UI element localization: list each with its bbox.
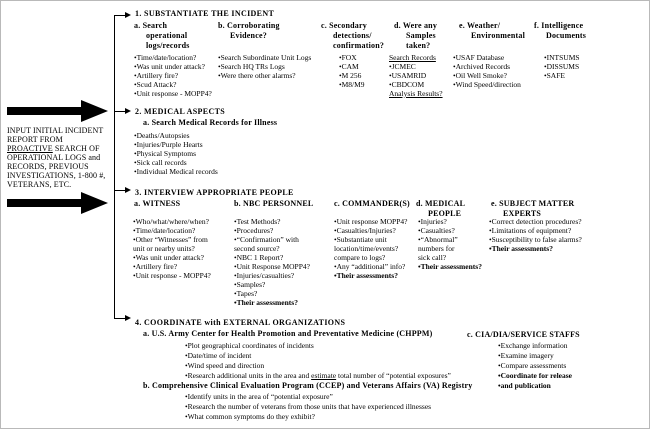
list-item: •JCMEC <box>389 62 416 71</box>
s3-col-d-header <box>416 199 465 219</box>
connector-vertical-line <box>114 15 115 319</box>
s3-col-e-items <box>489 217 582 253</box>
list-item: •Deaths/Autopsies <box>134 131 190 140</box>
s1-col-d-header <box>394 21 437 51</box>
list-item: •Injuries? <box>418 217 447 226</box>
list-item: •Substantiate unit <box>334 235 387 244</box>
header-line: c. COMMANDER(S) <box>334 199 410 208</box>
list-item: •Search HQ TRs Logs <box>218 62 285 71</box>
s3-col-b-header <box>234 199 313 209</box>
header-line: Documents <box>546 31 587 40</box>
header-line: confirmation? <box>333 41 385 50</box>
connector-branch-line <box>114 111 125 112</box>
list-item: •Their assessments? <box>418 262 482 271</box>
s4-c-header: c. CIA/DIA/SERVICE STAFFS <box>467 330 580 339</box>
list-item: •NBC 1 Report? <box>234 253 284 262</box>
s4-b-items <box>185 392 431 422</box>
header-line: Evidence? <box>230 31 267 40</box>
list-item: •Scud Attack? <box>134 80 177 89</box>
list-item: •“Abnormal” <box>418 235 458 244</box>
list-item: sick call? <box>418 253 447 262</box>
s1-col-c-header <box>321 21 384 51</box>
header-line: c. Secondary <box>321 21 367 30</box>
s1-col-e-header <box>459 21 525 41</box>
list-item: •Physical Symptoms <box>134 149 197 158</box>
input-note-line: OPERATIONAL LOGS and <box>7 153 101 162</box>
header-line: EXPERTS <box>503 209 542 218</box>
list-item: compare to logs? <box>334 253 386 262</box>
list-item: •Identify units in the area of “potential exposure” <box>185 392 333 401</box>
header-line: e. Weather/ <box>459 21 501 30</box>
list-item: •Research the number of veterans from those units that have experienced illnesses <box>185 402 432 411</box>
s1-col-b-items <box>218 53 311 80</box>
list-item: •Examine imagery <box>498 351 554 360</box>
s3-col-b-items <box>234 217 310 307</box>
header-line: operational <box>146 31 188 40</box>
s4-c-items <box>498 341 572 391</box>
list-item: •M 256 <box>339 71 362 80</box>
input-note-line <box>7 144 105 153</box>
s3-col-d-items <box>418 217 482 271</box>
list-item: •Time/date/location? <box>134 53 197 62</box>
list-item: •Archived Records <box>453 62 510 71</box>
connector-branch-line <box>114 15 125 16</box>
list-item: •Unit response MOPP4? <box>334 217 408 226</box>
list-item: •Injuries/Purple Hearts <box>134 140 203 149</box>
section-1-title: 1. SUBSTANTIATE THE INCIDENT <box>135 9 275 18</box>
list-item: •Was unit under attack? <box>134 62 205 71</box>
list-item: •Wind speed and direction <box>185 361 265 370</box>
list-item: •Correct detection procedures? <box>489 217 582 226</box>
list-item: •Susceptibility to false alarms? <box>489 235 582 244</box>
research-text-underlined: estimate <box>311 371 337 380</box>
list-item: •Casualties/Injuries? <box>334 226 396 235</box>
s3-col-c-header <box>334 199 410 209</box>
connector-branch-line <box>114 318 125 319</box>
s1-col-f-header <box>534 21 586 41</box>
list-item: •Their assessments? <box>234 298 298 307</box>
header-line: Samples <box>406 31 436 40</box>
s1-col-c-items <box>339 53 365 89</box>
s4-a-research-line <box>185 371 451 380</box>
header-line: PEOPLE <box>428 209 462 218</box>
s1-col-a-items <box>134 53 212 98</box>
list-item: •What common symptoms do they exhibit? <box>185 412 315 421</box>
header-line: e. SUBJECT MATTER <box>491 199 575 208</box>
list-item: •Samples? <box>234 280 266 289</box>
list-item: Analysis Results? <box>389 89 443 98</box>
header-line: taken? <box>406 41 431 50</box>
list-item: •Plot geographical coordinates of incidents <box>185 341 314 350</box>
list-item: •M8/M9 <box>339 80 365 89</box>
list-item: •Compare assessments <box>498 361 567 370</box>
section-2-title: 2. MEDICAL ASPECTS <box>135 107 226 116</box>
header-line: b. NBC PERSONNEL <box>234 199 314 208</box>
list-item: •Who/what/where/when? <box>133 217 209 226</box>
list-item: •Was unit under attack? <box>133 253 204 262</box>
list-item: •Date/time of incident <box>185 351 252 360</box>
header-line: Environmental <box>471 31 526 40</box>
list-item: •Oil Well Smoke? <box>453 71 507 80</box>
header-line: b. Corroborating <box>218 21 280 30</box>
list-item: Search Records <box>389 53 436 62</box>
list-item: •INTSUMS <box>544 53 580 62</box>
s3-col-e-header <box>491 199 574 219</box>
s2-items <box>134 131 218 176</box>
header-line: d. Were any <box>394 21 438 30</box>
connector-branch-line <box>114 190 125 191</box>
s3-col-a-items <box>133 217 211 280</box>
input-note-underlined: PROACTIVE <box>7 144 53 153</box>
header-line: a. Search <box>134 21 168 30</box>
input-note-line: REPORT FROM <box>7 135 63 144</box>
s1-col-d-items <box>389 53 443 98</box>
branch-arrowhead-icon <box>125 187 131 193</box>
list-item: •SAFE <box>544 71 565 80</box>
list-item: •Other “Witnesses” from <box>133 235 208 244</box>
list-item: second source? <box>234 244 280 253</box>
header-line: detections/ <box>333 31 372 40</box>
s3-col-c-items <box>334 217 407 280</box>
list-item: •Injuries/casualties? <box>234 271 295 280</box>
branch-arrowhead-icon <box>125 315 131 321</box>
list-item: •Exchange information <box>498 341 568 350</box>
s1-col-f-items <box>544 53 580 80</box>
header-line: d. MEDICAL <box>416 199 466 208</box>
header-line: a. WITNESS <box>134 199 181 208</box>
s1-col-e-items <box>453 53 521 89</box>
list-item: numbers for <box>418 244 455 253</box>
input-note-line-rest: SEARCH OF <box>52 144 100 153</box>
research-text-post: total number of “potential exposures” <box>336 371 451 380</box>
s4-b-header: b. Comprehensive Clinical Evaluation Program (CCEP) and Veterans Affairs (VA) Registry <box>143 381 473 390</box>
input-note <box>7 126 105 189</box>
list-item: •Artillery fire? <box>133 262 178 271</box>
list-item: •Were there other alarms? <box>218 71 296 80</box>
list-item: •USAMRID <box>389 71 427 80</box>
list-item: •FOX <box>339 53 357 62</box>
header-line: logs/records <box>146 41 190 50</box>
section-3-title: 3. INTERVIEW APPROPRIATE PEOPLE <box>135 188 294 197</box>
list-item: •Their assessments? <box>489 244 553 253</box>
list-item: •Sick call records <box>134 158 187 167</box>
s2-subtitle: a. Search Medical Records for Illness <box>143 118 278 127</box>
list-item: •Any “additional” info? <box>334 262 406 271</box>
list-item: •Wind Speed/direction <box>453 80 521 89</box>
s4-a-items <box>185 341 314 371</box>
list-item: •DISSUMS <box>544 62 580 71</box>
s4-a-header: a. U.S. Army Center for Health Promotion and Preventative Medicine (CHPPM) <box>143 329 433 338</box>
list-item: location/time/events? <box>334 244 399 253</box>
branch-arrowhead-icon <box>125 12 131 18</box>
list-item: •Artillery fire? <box>134 71 179 80</box>
section-4-title: 4. COORDINATE with EXTERNAL ORGANIZATIONS <box>135 318 346 327</box>
right-arrow-icon <box>7 100 109 122</box>
list-item: •“Confirmation” with <box>234 235 299 244</box>
list-item: •Time/date/location? <box>133 226 196 235</box>
list-item: •CAM <box>339 62 359 71</box>
list-item: •Tapes? <box>234 289 258 298</box>
list-item: •Procedures? <box>234 226 274 235</box>
list-item: •Coordinate for release <box>498 371 572 380</box>
list-item: •Casualties? <box>418 226 455 235</box>
input-note-line: INVESTIGATIONS, 1-800 #, <box>7 171 106 180</box>
s1-col-b-header <box>218 21 280 41</box>
list-item: •CBDCOM <box>389 80 425 89</box>
right-arrow-icon <box>7 192 109 214</box>
header-line: f. Intelligence <box>534 21 584 30</box>
input-note-line: VETERANS, ETC. <box>7 180 72 189</box>
list-item: •and publication <box>498 381 551 390</box>
list-item: unit or nearby units? <box>133 244 195 253</box>
list-item: •Search Subordinate Unit Logs <box>218 53 312 62</box>
list-item: •Individual Medical records <box>134 167 218 176</box>
research-text-pre: •Research additional units in the area and <box>185 371 312 380</box>
input-note-line: INPUT INITIAL INCIDENT <box>7 126 104 135</box>
list-item: •Their assessments? <box>334 271 398 280</box>
s1-col-a-header <box>134 21 190 51</box>
list-item: •Unit response - MOPP4? <box>134 89 212 98</box>
list-item: •Unit response - MOPP4? <box>133 271 211 280</box>
list-item: •Unit Response MOPP4? <box>234 262 310 271</box>
branch-arrowhead-icon <box>125 108 131 114</box>
list-item: •USAF Database <box>453 53 505 62</box>
s3-col-a-header <box>134 199 180 209</box>
input-note-line: RECORDS, PREVIOUS <box>7 162 89 171</box>
list-item: •Limitations of equipment? <box>489 226 572 235</box>
list-item: •Test Methods? <box>234 217 281 226</box>
